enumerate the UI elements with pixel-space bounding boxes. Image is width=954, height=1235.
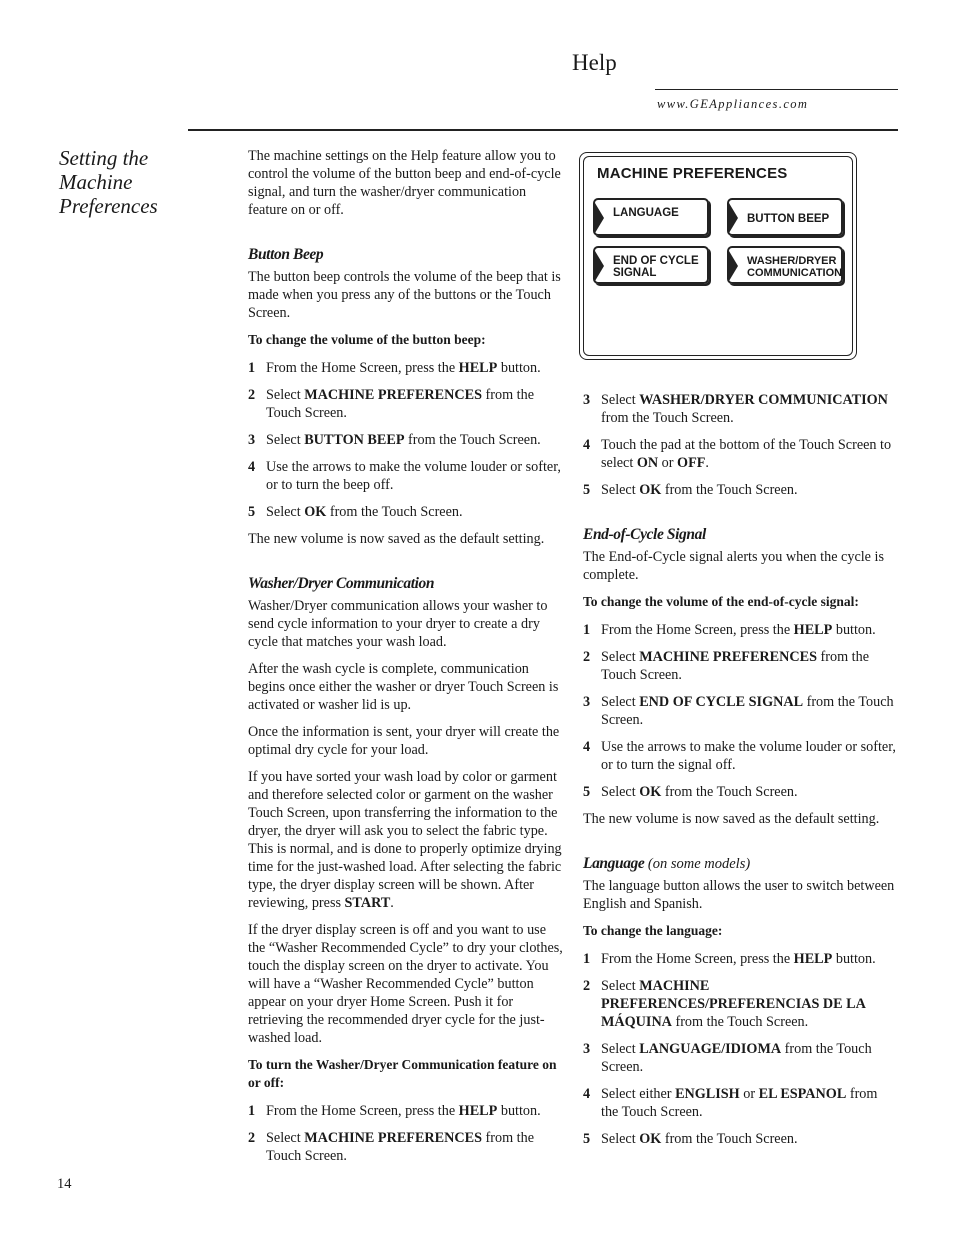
step-keyword: MACHINE PREFERENCES/PREFERENCIAS DE LA MÁQUINA [601,978,866,1030]
language-steps [583,950,898,1148]
step-item [583,693,898,729]
step-text [266,1102,566,1120]
intro-paragraph: The machine settings on the Help feature allow you to control the volume of the button beep and end-of-cycle signal, and turn the washer/dryer communication feature on or off. [248,148,561,218]
panel-title: MACHINE PREFERENCES [597,165,788,182]
step-item [583,481,898,499]
text-run: Select [601,978,640,994]
step-text [266,1129,566,1165]
text-run: From the Home Screen, press the [266,360,459,376]
section-title-line: Preferences [59,194,158,218]
step-text [601,621,898,639]
step-number: 5 [248,504,256,520]
text-run: Use the arrows to make the volume louder or softer, or to turn the signal off. [601,739,896,773]
text-run: from the Touch Screen. [671,1014,809,1030]
washer-dryer-heading: Washer/Dryer Communication [248,575,435,592]
step-number: 2 [583,649,591,665]
step-text [601,481,898,499]
language-heading-note: (on some models) [647,856,751,872]
step-number: 2 [248,387,256,403]
step-keyword: HELP [793,622,833,638]
step-text [601,1130,898,1148]
step-item [583,738,898,774]
step-keyword: MACHINE PREFERENCES [304,387,482,403]
step-keyword: OK [639,482,662,498]
step-text [601,1085,898,1121]
washer-dryer-lead: To turn the Washer/Dryer Communication feature on or off: [248,1057,557,1090]
text-run: from the Touch Screen. [266,1130,534,1164]
step-keyword: LANGUAGE/IDIOMA [639,1041,782,1057]
step-text [266,359,566,377]
step-text [601,1040,898,1076]
language-button[interactable] [593,198,709,236]
step-item [248,503,566,521]
end-of-cycle-button-label [613,255,703,279]
arrow-icon [595,251,604,281]
step-number: 2 [583,978,591,994]
step-number: 3 [583,1041,591,1057]
step-text [601,436,898,472]
text-run: From the Home Screen, press the [601,951,794,967]
step-number: 1 [248,360,256,376]
step-number: 4 [583,1086,591,1102]
end-of-cycle-signal-button[interactable] [593,246,709,284]
step-keyword: MACHINE PREFERENCES [639,649,817,665]
right-column [583,391,898,1157]
text-run: button. [497,1103,541,1119]
step-text [601,783,898,801]
text-run: . [390,895,394,911]
step-number: 5 [583,784,591,800]
page-header-title: Help [572,50,617,75]
text-run: from the Touch Screen. [601,694,894,728]
arrow-icon [729,203,738,233]
step-number: 5 [583,482,591,498]
text-run: Select [266,1130,305,1146]
language-heading [583,855,898,873]
step-number: 1 [583,622,591,638]
end-of-cycle-footer: The new volume is now saved as the default setting. [583,811,880,827]
step-text [266,458,566,494]
step-number: 4 [248,459,256,475]
touch-screen-inner [583,156,853,356]
step-number: 2 [248,1130,256,1146]
end-of-cycle-steps [583,621,898,801]
step-keyword: EL ESPANOL [758,1086,847,1102]
step-text [601,693,898,729]
step-keyword: OK [304,504,327,520]
text-run: button. [832,622,876,638]
text-run: Select [601,649,640,665]
step-item [583,1040,898,1076]
step-number: 3 [583,694,591,710]
touch-screen-illustration [579,152,857,360]
language-heading-text: Language [583,855,645,872]
text-run: Select [266,432,305,448]
step-keyword: OFF [677,455,706,471]
step-number: 4 [583,437,591,453]
label-line: SIGNAL [613,267,657,279]
washer-dryer-paragraph: If the dryer display screen is off and you want to use the “Washer Recommended Cycle” to dry your clothes, touch the display screen on the dryer to activate. You will have a “Washer Recommended Cycle” button appear on your dryer Home Screen. Push it for retrieving the recommended dryer cycle for the just-washed load. [248,922,563,1046]
end-of-cycle-text: The End-of-Cycle signal alerts you when the cycle is complete. [583,549,884,583]
text-run: from the Touch Screen. [404,432,541,448]
step-item [583,977,898,1031]
step-text [601,950,898,968]
start-keyword: START [344,895,391,911]
step-text [266,503,566,521]
step-keyword: HELP [793,951,833,967]
language-lead: To change the language: [583,923,723,938]
step-item [583,1085,898,1121]
text-run: from the Touch Screen. [601,1086,878,1120]
section-title [59,146,209,218]
step-text [601,391,898,427]
step-item [248,458,566,494]
step-item [583,950,898,968]
arrow-icon [729,251,738,281]
text-run: If you have sorted your wash load by color or garment and therefore selected color or garment on the washer Touch Screen, upon transferring the information to the dryer, the dryer will ask you to select the fabric type. This is normal, and is done to properly optimize drying time for the just-washed load. After selecting the fabric type, the dryer display screen will be shown. After reviewing, press [248,769,562,911]
step-text [601,738,898,774]
text-run: from the Touch Screen. [661,482,798,498]
button-beep-steps [248,359,566,521]
washer-dryer-paragraph: After the wash cycle is complete, communication begins once either the washer or dryer Touch Screen is activated or washer lid is up. [248,661,559,713]
text-run: Select [601,784,640,800]
step-number: 4 [583,739,591,755]
label-line: END OF CYCLE [613,255,699,267]
step-number: 3 [583,392,591,408]
step-number: 1 [248,1103,256,1119]
button-beep-heading: Button Beep [248,246,324,263]
text-run: or [658,455,678,471]
header-rule [655,89,898,90]
text-run: Select [601,482,640,498]
page-number: 14 [57,1176,72,1192]
text-run: Select [601,1041,640,1057]
step-keyword: MACHINE PREFERENCES [304,1130,482,1146]
step-keyword: OK [639,784,662,800]
step-item [583,1130,898,1148]
step-keyword: END OF CYCLE SIGNAL [639,694,804,710]
step-item [248,386,566,422]
step-number: 1 [583,951,591,967]
text-run: Touch the pad at the bottom of the Touch Screen to select [601,437,892,471]
text-run: from the Touch Screen. [601,1041,872,1075]
text-run: From the Home Screen, press the [266,1103,459,1119]
text-run: Select either [601,1086,676,1102]
step-item [583,783,898,801]
washer-dryer-steps-continued [583,391,898,499]
text-run: from the Touch Screen. [601,649,869,683]
step-keyword: ON [636,455,659,471]
label-line: COMMUNICATION [747,267,843,279]
text-run: Use the arrows to make the volume louder or softer, or to turn the beep off. [266,459,561,493]
text-run: from the Touch Screen. [601,410,734,426]
step-number: 3 [248,432,256,448]
step-item [248,1102,566,1120]
arrow-icon [595,203,604,233]
step-keyword: WASHER/DRYER COMMUNICATION [639,392,888,408]
step-keyword: OK [639,1131,662,1147]
end-of-cycle-heading: End-of-Cycle Signal [583,526,706,543]
step-item [583,621,898,639]
text-run: from the Touch Screen. [661,1131,798,1147]
language-button-label: LANGUAGE [613,207,679,219]
washer-dryer-paragraph: Once the information is sent, your dryer will create the optimal dry cycle for your load. [248,724,560,758]
step-keyword: HELP [458,360,498,376]
step-text [601,648,898,684]
step-text [601,977,898,1031]
washer-dryer-paragraph: Washer/Dryer communication allows your washer to send cycle information to your dryer to create a dry cycle that matches your wash load. [248,598,548,650]
step-keyword: HELP [458,1103,498,1119]
text-run: button. [832,951,876,967]
website-url: www.GEAppliances.com [657,97,809,111]
step-item [583,436,898,472]
text-run: From the Home Screen, press the [601,622,794,638]
step-item [248,431,566,449]
text-run: from the Touch Screen. [326,504,463,520]
language-text: The language button allows the user to switch between English and Spanish. [583,878,895,912]
end-of-cycle-lead: To change the volume of the end-of-cycle signal: [583,594,859,609]
text-run: Select [601,392,640,408]
button-beep-button[interactable] [727,198,843,236]
step-number: 5 [583,1131,591,1147]
text-run: Select [601,694,640,710]
button-beep-footer: The new volume is now saved as the default setting. [248,531,545,547]
left-column [248,147,566,1174]
washer-dryer-steps [248,1102,566,1165]
washer-dryer-communication-button[interactable] [727,246,843,284]
section-title-line: Setting the [59,146,149,170]
step-item [248,1129,566,1165]
text-run: . [705,455,709,471]
step-text [266,431,566,449]
step-item [583,648,898,684]
section-divider [188,129,898,131]
text-run: Select [601,1131,640,1147]
step-item [248,359,566,377]
button-beep-text: The button beep controls the volume of the beep that is made when you press any of the buttons or the Touch Screen. [248,269,561,321]
step-keyword: ENGLISH [675,1086,740,1102]
text-run: or [739,1086,759,1102]
text-run: Select [266,387,305,403]
label-line: WASHER/DRYER [747,255,837,267]
text-run: from the Touch Screen. [266,387,534,421]
text-run: button. [497,360,541,376]
button-beep-lead: To change the volume of the button beep: [248,332,486,347]
text-run: Select [266,504,305,520]
step-keyword: BUTTON BEEP [304,432,405,448]
washer-dryer-button-label [747,255,843,279]
step-text [266,386,566,422]
washer-dryer-paragraph [248,768,566,912]
section-title-line: Machine [59,170,133,194]
text-run: from the Touch Screen. [661,784,798,800]
button-beep-button-label: BUTTON BEEP [747,213,830,225]
step-item [583,391,898,427]
